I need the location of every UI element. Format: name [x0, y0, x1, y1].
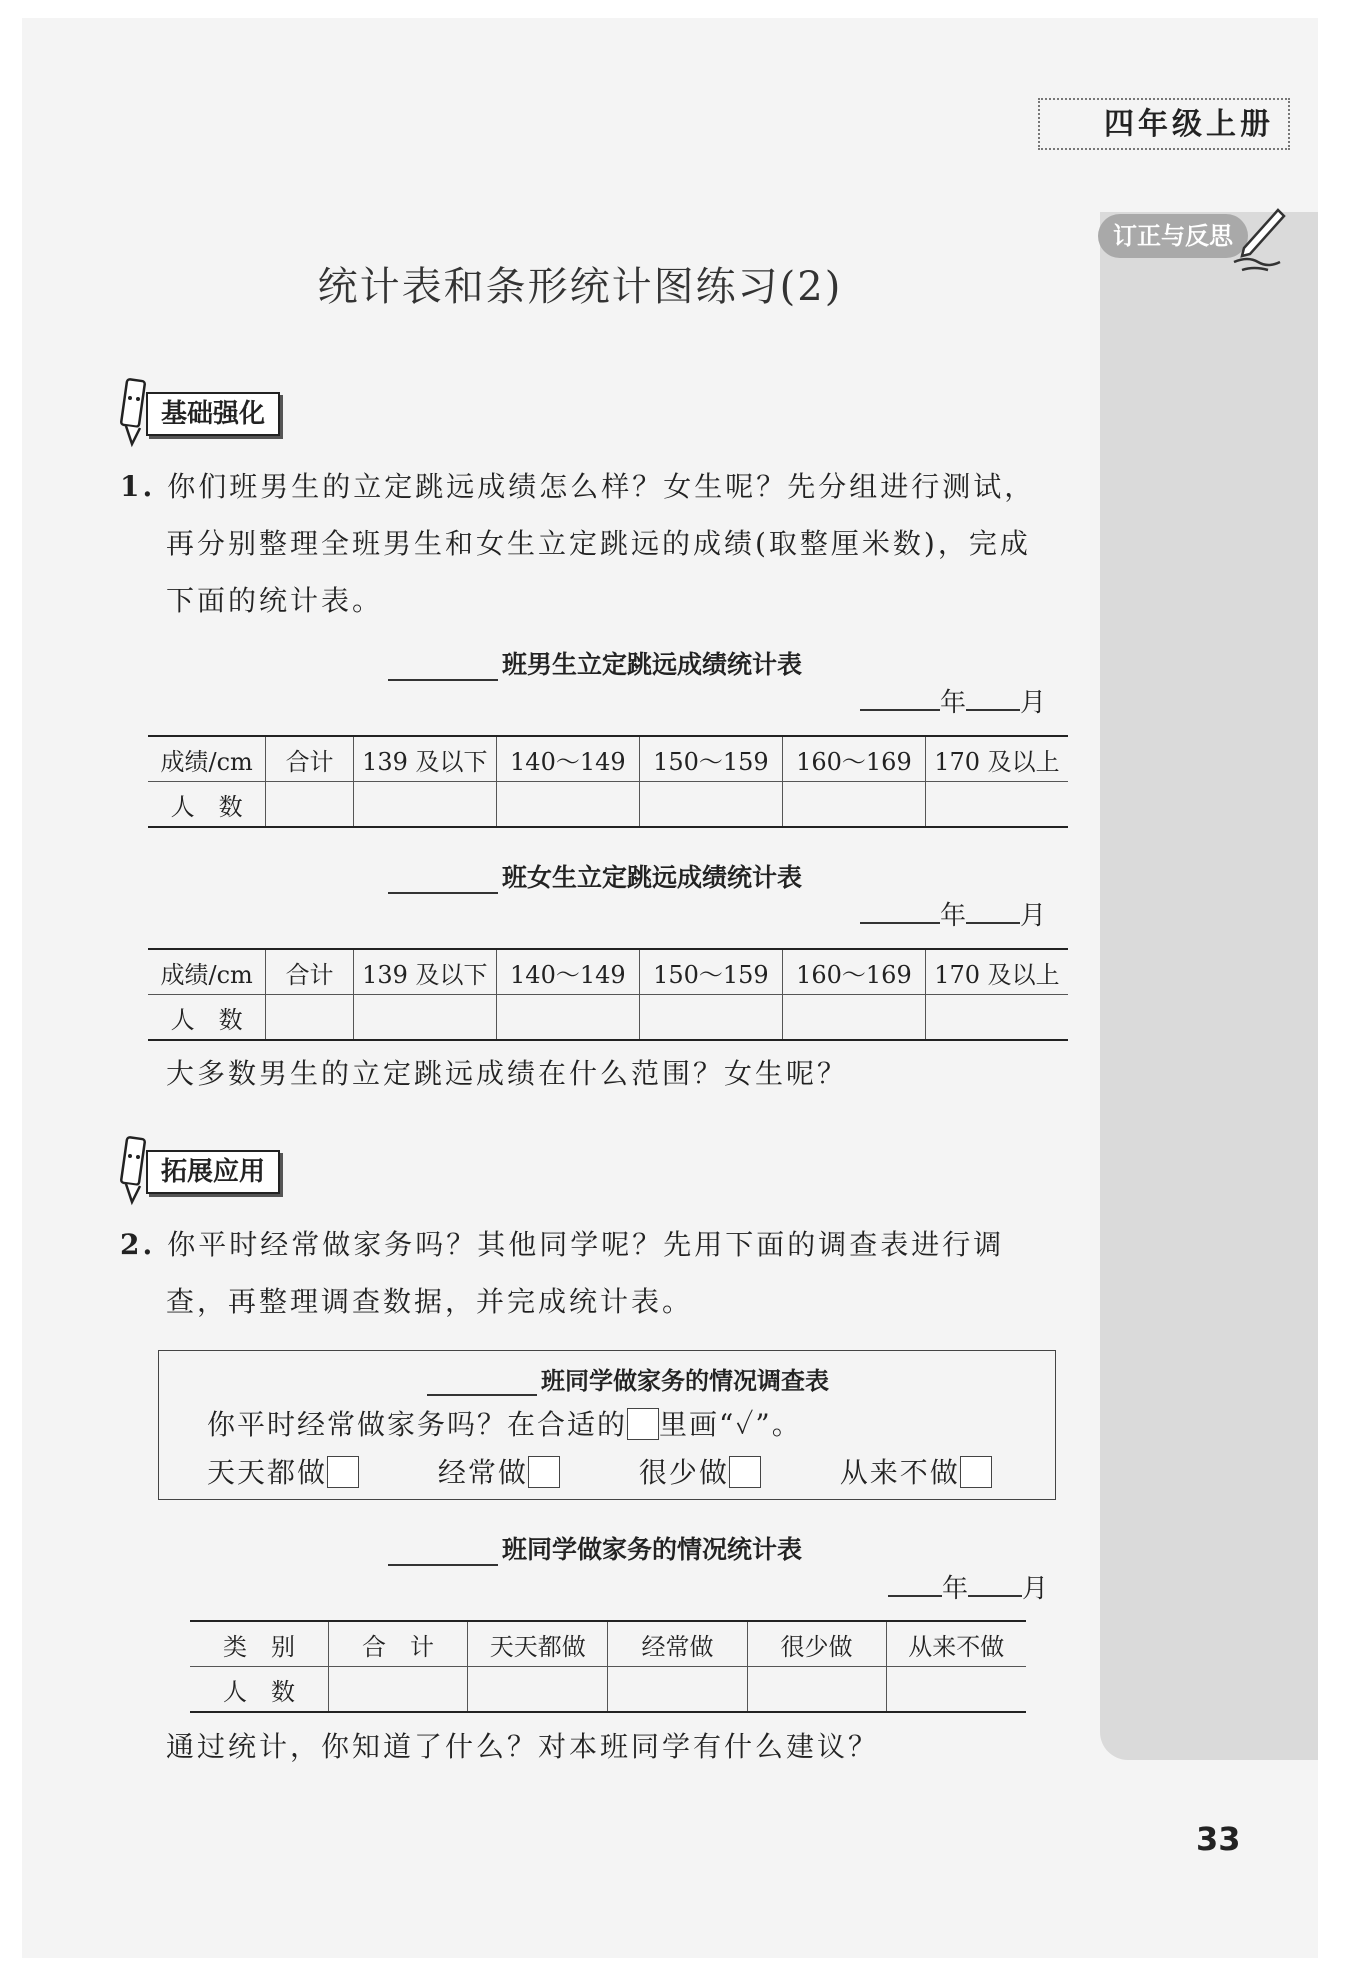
table-header-row [148, 736, 1068, 782]
section-extend-label: 拓展应用 [146, 1150, 280, 1194]
table-row [190, 1667, 1026, 1713]
checkbox[interactable] [528, 1456, 560, 1488]
header-cell: 170 及以上 [925, 949, 1068, 995]
chores-stat-table [190, 1620, 1026, 1713]
pen-icon [1228, 206, 1288, 276]
table-row [148, 995, 1068, 1041]
header-cell: 160～169 [782, 949, 925, 995]
header-cell: 139 及以下 [353, 736, 496, 782]
sidebar-tab-label: 订正与反思 [1098, 214, 1248, 258]
answer-cell[interactable] [782, 782, 925, 828]
chores-table-caption: 班同学做家务的情况统计表 [388, 1530, 988, 1566]
header-cell: 很少做 [747, 1621, 886, 1667]
checkbox[interactable] [960, 1456, 992, 1488]
row-label: 人 数 [170, 792, 243, 821]
option-rarely: 很少做 [639, 1451, 761, 1491]
question-2-text [120, 1216, 1060, 1330]
class-blank[interactable] [388, 659, 498, 681]
page-number: 33 [1196, 1820, 1241, 1858]
header-cell: 天天都做 [468, 1621, 608, 1667]
question-1-followup: 大多数男生的立定跳远成绩在什么范围？女生呢？ [166, 1057, 849, 1090]
answer-cell[interactable] [266, 782, 353, 828]
header-cell: 成绩/cm [148, 949, 266, 995]
option-often: 经常做 [438, 1451, 560, 1491]
grade-label: 四年级上册 [1038, 98, 1290, 150]
question-1-line-1: 你们班男生的立定跳远成绩怎么样？女生呢？先分组进行测试， [167, 470, 1036, 503]
month-blank[interactable] [966, 691, 1020, 711]
header-cell: 150～159 [639, 949, 782, 995]
answer-cell[interactable] [353, 782, 496, 828]
table-header-row [190, 1621, 1026, 1667]
question-2-followup: 通过统计，你知道了什么？对本班同学有什么建议？ [166, 1730, 880, 1763]
answer-cell[interactable] [925, 782, 1068, 828]
question-2-line-1: 你平时经常做家务吗？其他同学呢？先用下面的调查表进行调 [167, 1228, 1005, 1261]
class-blank[interactable] [427, 1374, 537, 1396]
girls-stat-table [148, 948, 1068, 1041]
option-daily: 天天都做 [207, 1451, 359, 1491]
header-cell: 139 及以下 [353, 949, 496, 995]
answer-cell[interactable] [639, 782, 782, 828]
month-blank[interactable] [966, 904, 1020, 924]
question-1-line-2: 再分别整理全班男生和女生立定跳远的成绩(取整厘米数)，完成 [166, 527, 1031, 560]
header-cell: 170 及以上 [925, 736, 1068, 782]
answer-cell[interactable] [496, 782, 639, 828]
boys-stat-table [148, 735, 1068, 828]
answer-cell[interactable] [639, 995, 782, 1041]
answer-cell[interactable] [747, 1667, 886, 1713]
year-blank[interactable] [860, 904, 940, 924]
answer-cell[interactable] [782, 995, 925, 1041]
header-cell: 合 计 [329, 1621, 468, 1667]
header-cell: 成绩/cm [148, 736, 266, 782]
girls-table-caption: 班女生立定跳远成绩统计表 [388, 858, 988, 894]
answer-cell[interactable] [353, 995, 496, 1041]
class-blank[interactable] [388, 872, 498, 894]
class-blank[interactable] [388, 1544, 498, 1566]
checkbox[interactable] [729, 1456, 761, 1488]
answer-cell[interactable] [608, 1667, 747, 1713]
header-cell: 150～159 [639, 736, 782, 782]
checkbox[interactable] [327, 1456, 359, 1488]
row-label: 人 数 [170, 1005, 243, 1034]
survey-question: 你平时经常做家务吗？在合适的 里画“✓”。 [207, 1408, 802, 1441]
header-cell: 经常做 [608, 1621, 747, 1667]
answer-cell[interactable] [468, 1667, 608, 1713]
question-2-line-2: 查，再整理调查数据，并完成统计表。 [166, 1285, 694, 1318]
answer-cell[interactable] [496, 995, 639, 1041]
row-label: 人 数 [223, 1677, 295, 1706]
survey-options [207, 1451, 992, 1491]
survey-caption: 班同学做家务的情况调查表 [427, 1361, 829, 1396]
boys-table-caption: 班男生立定跳远成绩统计表 [388, 645, 988, 681]
year-blank[interactable] [860, 691, 940, 711]
answer-cell[interactable] [266, 995, 353, 1041]
header-cell: 合计 [266, 949, 353, 995]
chores-date-line: 年 月 [888, 1568, 1048, 1605]
page-title: 统计表和条形统计图练习(2) [317, 264, 843, 310]
header-cell: 类 别 [190, 1621, 329, 1667]
section-basic-label: 基础强化 [146, 392, 280, 436]
answer-cell[interactable] [925, 995, 1068, 1041]
sample-checkbox [627, 1408, 659, 1440]
year-blank[interactable] [888, 1577, 942, 1597]
header-cell: 合计 [266, 736, 353, 782]
header-cell: 140～149 [496, 949, 639, 995]
question-1-text [120, 458, 1060, 629]
reflection-sidebar [1100, 212, 1318, 1760]
question-1-line-3: 下面的统计表。 [166, 584, 384, 617]
month-blank[interactable] [968, 1577, 1022, 1597]
answer-cell[interactable] [886, 1667, 1026, 1713]
table-header-row [148, 949, 1068, 995]
header-cell: 160～169 [782, 736, 925, 782]
header-cell: 140～149 [496, 736, 639, 782]
survey-form [158, 1350, 1056, 1500]
answer-cell[interactable] [329, 1667, 468, 1713]
girls-date-line: 年 月 [860, 895, 1046, 932]
boys-date-line: 年 月 [860, 682, 1046, 719]
header-cell: 从来不做 [886, 1621, 1026, 1667]
option-never: 从来不做 [840, 1451, 992, 1491]
question-1-number: 1. [120, 470, 156, 503]
table-row [148, 782, 1068, 828]
question-2-number: 2. [120, 1228, 156, 1261]
